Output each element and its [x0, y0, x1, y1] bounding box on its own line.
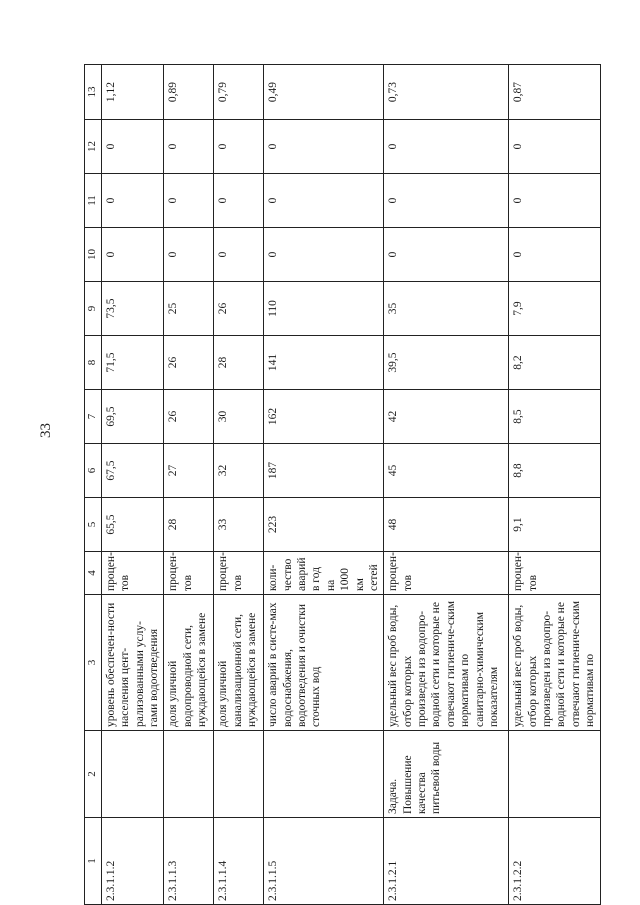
value-cell: 0 — [264, 120, 384, 174]
value-cell: 45 — [384, 444, 509, 498]
task-cell — [164, 731, 214, 818]
value-cell: 9,1 — [509, 498, 600, 552]
row-code: 2.3.1.2.1 — [384, 818, 509, 905]
value-cell: 32 — [214, 444, 264, 498]
column-number: 9 — [85, 282, 102, 336]
value-cell: 73,5 — [101, 282, 164, 336]
table-row — [164, 65, 214, 905]
value-cell: 0 — [214, 174, 264, 228]
value-cell: 26 — [164, 390, 214, 444]
value-cell: 30 — [214, 390, 264, 444]
value-cell: 223 — [264, 498, 384, 552]
task-cell — [214, 731, 264, 818]
indicator-name: уровень обеспечен-ности населения цент-рализованными услу-гами водоотведения — [101, 595, 164, 731]
task-cell — [509, 731, 600, 818]
value-cell: 0 — [164, 120, 214, 174]
value-cell: 110 — [264, 282, 384, 336]
value-cell: 69,5 — [101, 390, 164, 444]
value-cell: 8,5 — [509, 390, 600, 444]
value-cell: 28 — [214, 336, 264, 390]
unit: процен-тов — [384, 552, 509, 595]
rotated-table-container — [84, 65, 617, 905]
value-cell: 0,79 — [214, 65, 264, 120]
value-cell: 0,89 — [164, 65, 214, 120]
page-number: 33 — [38, 423, 54, 438]
value-cell: 0 — [214, 228, 264, 282]
indicator-name: удельный вес проб воды, отбор которых произведен из водопро-водной сети и которые не отвечают гигиениче-ским нормативам по санитарно-химическим показателям — [384, 595, 509, 731]
header-row — [85, 65, 102, 905]
value-cell: 27 — [164, 444, 214, 498]
value-cell: 0 — [384, 120, 509, 174]
table-row — [214, 65, 264, 905]
value-cell: 67,5 — [101, 444, 164, 498]
value-cell: 65,5 — [101, 498, 164, 552]
indicators-table — [84, 64, 601, 905]
value-cell: 8,2 — [509, 336, 600, 390]
value-cell: 0 — [264, 174, 384, 228]
value-cell: 71,5 — [101, 336, 164, 390]
value-cell: 0 — [264, 228, 384, 282]
value-cell: 33 — [214, 498, 264, 552]
column-number: 4 — [85, 552, 102, 595]
column-number: 11 — [85, 174, 102, 228]
table-row — [384, 65, 509, 905]
value-cell: 35 — [384, 282, 509, 336]
table-row — [509, 65, 600, 905]
unit: коли-чество аварий в год на 1000 км сетей — [264, 552, 384, 595]
value-cell: 0 — [509, 120, 600, 174]
table-row — [101, 65, 164, 905]
value-cell: 26 — [214, 282, 264, 336]
column-number: 12 — [85, 120, 102, 174]
value-cell: 0 — [101, 228, 164, 282]
task-cell — [101, 731, 164, 818]
value-cell: 0 — [214, 120, 264, 174]
indicator-name: число аварий в систе-мах водоснабжения, водоотведения и очистки сточных вод — [264, 595, 384, 731]
indicator-name: доля уличной канализационной сети, нуждающейся в замене — [214, 595, 264, 731]
column-number: 8 — [85, 336, 102, 390]
value-cell: 42 — [384, 390, 509, 444]
row-code: 2.3.1.1.5 — [264, 818, 384, 905]
value-cell: 39,5 — [384, 336, 509, 390]
value-cell: 0 — [384, 174, 509, 228]
column-number: 13 — [85, 65, 102, 120]
value-cell: 7,9 — [509, 282, 600, 336]
value-cell: 0 — [509, 228, 600, 282]
indicator-name: доля уличной водопроводной сети, нуждающейся в замене — [164, 595, 214, 731]
unit: процен-тов — [164, 552, 214, 595]
value-cell: 162 — [264, 390, 384, 444]
column-number: 7 — [85, 390, 102, 444]
value-cell: 0 — [101, 120, 164, 174]
value-cell: 187 — [264, 444, 384, 498]
value-cell: 8,8 — [509, 444, 600, 498]
column-number: 2 — [85, 731, 102, 818]
column-number: 3 — [85, 595, 102, 731]
column-number: 1 — [85, 818, 102, 905]
value-cell: 0,49 — [264, 65, 384, 120]
value-cell: 0,87 — [509, 65, 600, 120]
value-cell: 0 — [384, 228, 509, 282]
column-number: 10 — [85, 228, 102, 282]
value-cell: 26 — [164, 336, 214, 390]
value-cell: 0 — [164, 228, 214, 282]
value-cell: 0 — [164, 174, 214, 228]
unit: процен-тов — [509, 552, 600, 595]
task-cell: Задача. Повышение качества питьевой воды — [384, 731, 509, 818]
value-cell: 28 — [164, 498, 214, 552]
value-cell: 0 — [101, 174, 164, 228]
column-number: 5 — [85, 498, 102, 552]
unit: процен-тов — [214, 552, 264, 595]
column-number: 6 — [85, 444, 102, 498]
row-code: 2.3.1.2.2 — [509, 818, 600, 905]
value-cell: 1,12 — [101, 65, 164, 120]
value-cell: 0 — [509, 174, 600, 228]
indicator-name: удельный вес проб воды, отбор которых произведен из водопро-водной сети и которые не отвечают гигиениче-ским нормативам по — [509, 595, 600, 731]
value-cell: 141 — [264, 336, 384, 390]
value-cell: 0,73 — [384, 65, 509, 120]
row-code: 2.3.1.1.3 — [164, 818, 214, 905]
table-row — [264, 65, 384, 905]
value-cell: 48 — [384, 498, 509, 552]
value-cell: 25 — [164, 282, 214, 336]
task-cell — [264, 731, 384, 818]
unit: процен-тов — [101, 552, 164, 595]
row-code: 2.3.1.1.4 — [214, 818, 264, 905]
row-code: 2.3.1.1.2 — [101, 818, 164, 905]
